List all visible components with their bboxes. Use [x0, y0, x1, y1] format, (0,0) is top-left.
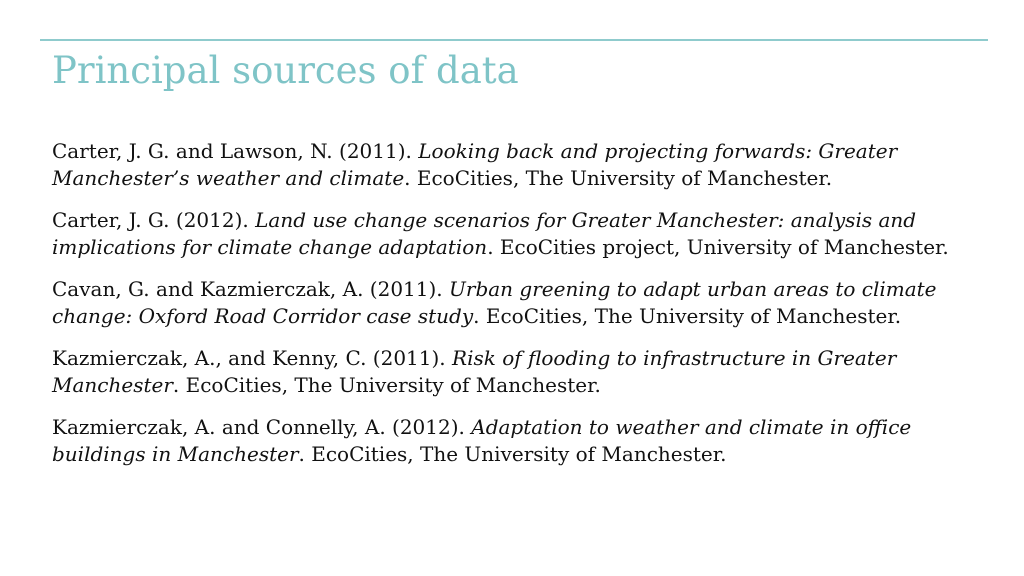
reference-item: [52, 276, 992, 330]
reference-authors: Carter, J. G. (2012).: [52, 208, 256, 232]
reference-work-title: Urban greening to adapt urban areas to climate change: Oxford Road Corridor case study: [52, 277, 937, 328]
reference-work-title: Risk of flooding to infrastructure in Greater Manchester: [52, 346, 897, 397]
reference-authors: Kazmierczak, A. and Connelly, A. (2012).: [52, 415, 472, 439]
reference-item: [52, 414, 992, 468]
reference-item: [52, 207, 992, 261]
reference-publisher: . EcoCities, The University of Manchester.: [473, 304, 902, 328]
reference-publisher: . EcoCities project, University of Manchester.: [487, 235, 949, 259]
reference-work-title: Looking back and projecting forwards: Greater Manchester’s weather and climate: [52, 139, 898, 190]
slide-title: Principal sources of data: [52, 49, 519, 92]
reference-authors: Kazmierczak, A., and Kenny, C. (2011).: [52, 346, 453, 370]
reference-publisher: . EcoCities, The University of Manchester.: [404, 166, 833, 190]
reference-publisher: . EcoCities, The University of Manchester.: [172, 373, 601, 397]
reference-list: [52, 138, 992, 483]
reference-authors: Cavan, G. and Kazmierczak, A. (2011).: [52, 277, 450, 301]
title-rule: [40, 39, 988, 41]
reference-work-title: Land use change scenarios for Greater Manchester: analysis and implications for climate change adaptation: [52, 208, 917, 259]
reference-item: [52, 345, 992, 399]
reference-item: [52, 138, 992, 192]
reference-publisher: . EcoCities, The University of Manchester.: [298, 442, 727, 466]
reference-authors: Carter, J. G. and Lawson, N. (2011).: [52, 139, 419, 163]
reference-work-title: Adaptation to weather and climate in office buildings in Manchester: [52, 415, 912, 466]
